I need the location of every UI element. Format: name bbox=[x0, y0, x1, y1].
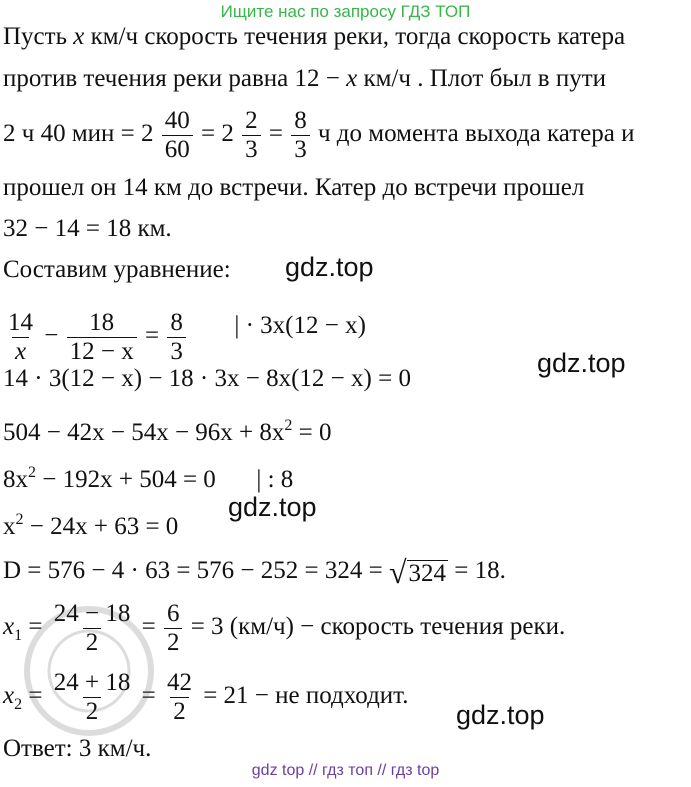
numerator: 8 bbox=[170, 308, 183, 336]
fraction bbox=[164, 600, 183, 657]
exponent: 2 bbox=[284, 417, 293, 434]
fraction bbox=[67, 309, 137, 366]
bottom-banner: gdz top // гдз топ // гдз top bbox=[251, 762, 440, 779]
stamp-logo-icon bbox=[14, 596, 164, 746]
denominator: 12 − x bbox=[67, 337, 137, 366]
fraction bbox=[291, 107, 310, 164]
line-1 bbox=[3, 22, 625, 52]
text: = 21 − не подходит. bbox=[203, 682, 409, 709]
watermark: gdz.top bbox=[285, 252, 374, 282]
text: = bbox=[22, 613, 49, 640]
exponent: 2 bbox=[15, 511, 24, 528]
numerator: 40 bbox=[164, 106, 190, 134]
subscript: 1 bbox=[14, 627, 23, 644]
text: = 0 bbox=[292, 419, 332, 446]
text: = bbox=[144, 322, 166, 349]
text: 504 − 42x − 54x − 96x + 8x bbox=[3, 419, 285, 446]
numerator: 18 bbox=[89, 308, 115, 336]
denominator: 3 bbox=[291, 135, 310, 164]
line-6: Составим уравнение: bbox=[3, 256, 231, 283]
text: = bbox=[268, 120, 290, 147]
denominator: 2 bbox=[83, 697, 102, 726]
line-3 bbox=[3, 104, 634, 164]
line-2 bbox=[3, 64, 606, 94]
var-x: x bbox=[73, 23, 85, 50]
denominator: 2 bbox=[164, 628, 183, 657]
denominator: x bbox=[12, 337, 29, 366]
radicand: 324 bbox=[408, 560, 447, 588]
line-5: 32 − 14 = 18 км. bbox=[3, 215, 172, 242]
fraction bbox=[242, 107, 261, 164]
text: = bbox=[141, 613, 162, 640]
text: против течения реки равна 12 − bbox=[3, 65, 347, 92]
fraction bbox=[164, 669, 195, 726]
fraction bbox=[5, 309, 36, 366]
divisor: | : 8 bbox=[256, 466, 294, 493]
numerator: 24 + 18 bbox=[53, 668, 131, 696]
numerator: 2 bbox=[245, 106, 258, 134]
text: = bbox=[141, 682, 162, 709]
text: = 18. bbox=[454, 557, 506, 584]
text: D = 576 − 4 · 63 = 576 − 252 = 324 = bbox=[3, 557, 389, 584]
text: x bbox=[3, 513, 16, 540]
text: = 3 (км/ч) − скорость течения реки. bbox=[190, 613, 566, 640]
text: 2 ч 40 мин = 2 bbox=[3, 120, 154, 147]
line-4: прошел он 14 км до встречи. Катер до встречи прошел bbox=[3, 174, 585, 201]
exponent: 2 bbox=[28, 464, 36, 481]
text: − 24x + 63 = 0 bbox=[23, 513, 179, 540]
numerator: 6 bbox=[166, 599, 180, 627]
text: ч до момента выхода катера и bbox=[317, 120, 635, 147]
square-root bbox=[388, 554, 448, 591]
denominator: 3 bbox=[167, 337, 186, 366]
text: км/ч . Плот был в пути bbox=[363, 65, 607, 92]
text: − bbox=[44, 322, 65, 349]
numerator: 42 bbox=[166, 668, 192, 696]
watermark: gdz.top bbox=[228, 492, 317, 522]
text: = 2 bbox=[201, 120, 234, 147]
text: 8x bbox=[3, 466, 28, 493]
top-banner: Ищите нас по запросу ГДЗ ТОП bbox=[220, 2, 471, 21]
line-9 bbox=[3, 411, 332, 448]
watermark: gdz.top bbox=[537, 348, 626, 378]
line-11 bbox=[3, 505, 178, 542]
watermark: gdz.top bbox=[456, 700, 545, 730]
multiplier: | · 3x(12 − x) bbox=[234, 312, 366, 339]
text: − 192x + 504 = 0 bbox=[36, 466, 216, 493]
line-12 bbox=[3, 554, 506, 591]
radical-sign-icon: √ bbox=[388, 554, 407, 591]
line-10 bbox=[3, 458, 293, 495]
denominator: 2 bbox=[170, 697, 189, 726]
numerator: 14 bbox=[8, 308, 33, 336]
var-x: x bbox=[346, 65, 358, 92]
var-x: x bbox=[3, 613, 15, 640]
line-15: Ответ: 3 км/ч. bbox=[3, 735, 152, 762]
denominator: 60 bbox=[162, 135, 193, 164]
line-8: 14 · 3(12 − x) − 18 · 3x − 8x(12 − x) = 0 bbox=[3, 365, 411, 392]
denominator: 2 bbox=[83, 628, 102, 657]
text: = bbox=[22, 682, 49, 709]
fraction bbox=[167, 309, 186, 366]
numerator: 24 − 18 bbox=[53, 599, 131, 627]
var-x: x bbox=[3, 682, 15, 709]
denominator: 3 bbox=[242, 135, 261, 164]
fraction bbox=[162, 107, 193, 164]
numerator: 8 bbox=[294, 106, 307, 134]
subscript: 2 bbox=[14, 696, 23, 713]
text: км/ч скорость течения реки, тогда скорость катера bbox=[90, 23, 626, 50]
line-7 bbox=[3, 296, 366, 366]
text: Пусть bbox=[3, 23, 67, 50]
